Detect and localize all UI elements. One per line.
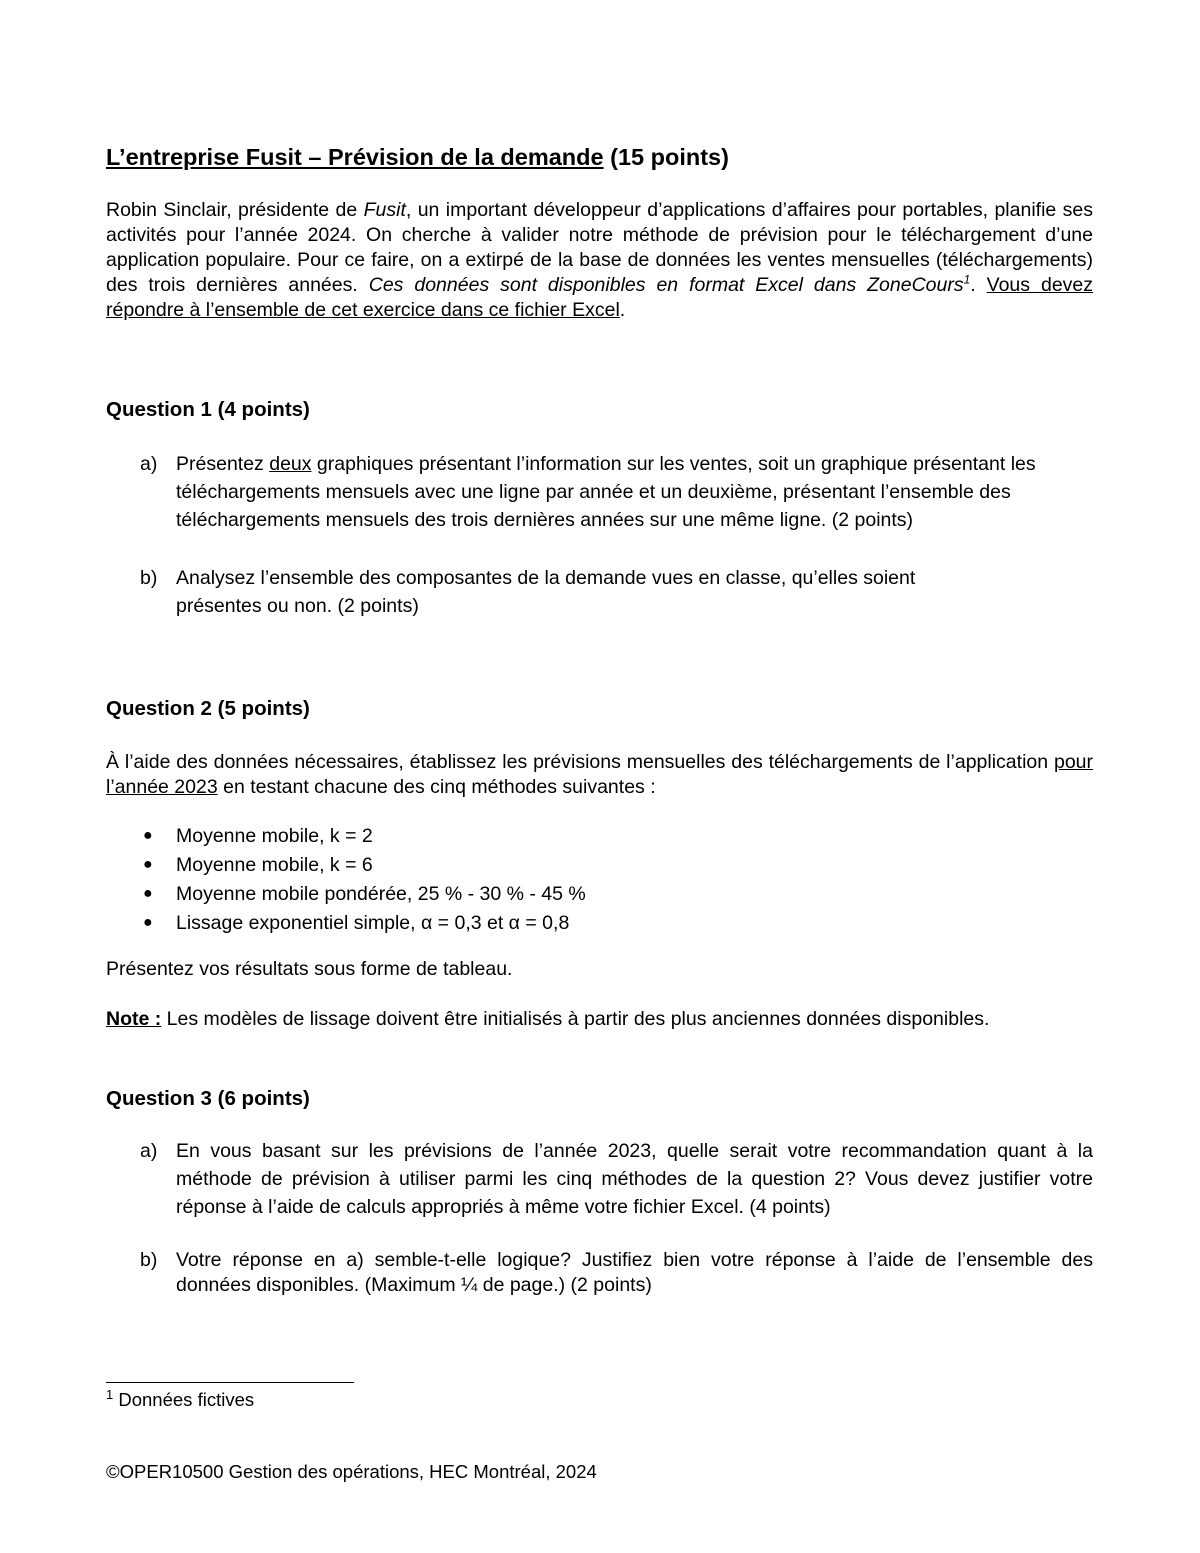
company-name: Fusit	[363, 199, 406, 221]
copyright-footer: ©OPER10500 Gestion des opérations, HEC Montréal, 2024	[106, 1461, 597, 1482]
list-item-text: Moyenne mobile, k = 2	[176, 825, 373, 847]
title-points: (15 points)	[603, 144, 729, 170]
bullet-icon: ●	[143, 827, 153, 844]
bullet-icon: ●	[143, 885, 153, 902]
q1a-pre: Présentez	[176, 453, 270, 475]
question-1-heading: Question 1 (4 points)	[106, 398, 310, 421]
item-label: a)	[140, 453, 158, 475]
question-3a	[140, 1137, 1093, 1221]
question-1a	[140, 450, 1093, 534]
list-item-text: Moyenne mobile pondérée, 25 % - 30 % - 45 %	[176, 883, 586, 905]
q1a-post: graphiques présentant l’information sur les ventes, soit un graphique présentant les téléchargements mensuels avec une ligne par année et un deuxième, présentant l’ensemble des téléchargements mensuels des trois dernières années sur une même ligne. (2 points)	[176, 453, 1036, 531]
question-1b	[140, 564, 1093, 620]
q2-pre: À l’aide des données nécessaires, établissez les prévisions mensuelles des téléchargements de l’application	[106, 751, 1054, 773]
question-2-paragraph	[106, 750, 1093, 800]
results-instruction: Présentez vos résultats sous forme de tableau.	[106, 958, 513, 980]
bullet-icon: ●	[143, 856, 153, 873]
intro-text-1: Robin Sinclair, présidente de	[106, 199, 364, 221]
list-item	[140, 880, 1093, 909]
title-main: L’entreprise Fusit – Prévision de la demande	[106, 144, 604, 170]
intro-dot: .	[970, 274, 987, 296]
note-paragraph	[106, 1007, 1093, 1032]
footnote-mark: 1	[106, 1386, 114, 1402]
q2-post: en testant chacune des cinq méthodes suivantes :	[217, 776, 656, 798]
item-label: b)	[140, 567, 158, 589]
intro-underlined-text: Vous devez répondre à l’ensemble de cet exercice dans ce fichier Excel	[106, 274, 1094, 321]
list-item	[140, 851, 1093, 880]
intro-italic-text: Ces données sont disponibles en format Excel dans ZoneCours	[368, 274, 964, 296]
intro-end: .	[619, 299, 626, 321]
q1b-line-1: Analysez l’ensemble des composantes de la demande vues en classe, qu’elles soient	[176, 567, 916, 589]
footnote-text: Données fictives	[113, 1389, 255, 1410]
q1b-line-2: présentes ou non. (2 points)	[176, 595, 419, 617]
item-label: b)	[140, 1249, 158, 1271]
list-item	[140, 822, 1093, 851]
list-item-text: Moyenne mobile, k = 6	[176, 854, 373, 876]
footnote-separator	[106, 1382, 354, 1383]
item-label: a)	[140, 1140, 158, 1162]
methods-list	[140, 822, 1093, 938]
question-3b	[140, 1248, 1093, 1298]
intro-paragraph	[106, 198, 1093, 323]
footnote-reference: 1	[963, 272, 971, 287]
question-1b-text	[176, 564, 1093, 620]
question-1a-text	[176, 450, 1093, 534]
footnote	[106, 1388, 254, 1412]
list-item	[140, 909, 1093, 938]
q1a-underline: deux	[269, 453, 312, 475]
question-2-heading: Question 2 (5 points)	[106, 697, 310, 720]
question-3b-text: Votre réponse en a) semble-t-elle logique? Justifiez bien votre réponse à l’aide de l’ensemble des données disponibles. (Maximum ¼ de page.) (2 points)	[176, 1249, 1093, 1296]
document-title	[106, 142, 1093, 172]
note-text: Les modèles de lissage doivent être initialisés à partir des plus anciennes données disponibles.	[161, 1008, 990, 1030]
note-label: Note :	[106, 1008, 162, 1030]
bullet-icon: ●	[143, 914, 153, 931]
intro-text-2: , un important développeur d’applications d’affaires pour portables, planifie ses activités pour l’année 2024. On cherche à valider notre méthode de prévision pour le téléchargement d’une application populaire. Pour ce faire, on a extirpé de la base de données les ventes mensuelles (téléchargements) des trois dernières années.	[106, 199, 1093, 296]
question-3a-text: En vous basant sur les prévisions de l’année 2023, quelle serait votre recommandation quant à la méthode de prévision à utiliser parmi les cinq méthodes de la question 2? Vous devez justifier votre réponse à l’aide de calculs appropriés à même votre fichier Excel. (4 points)	[176, 1140, 1093, 1218]
list-item-text: Lissage exponentiel simple, α = 0,3 et α = 0,8	[176, 912, 570, 934]
q2-underline: pour l’année 2023	[106, 751, 1093, 798]
question-3-heading: Question 3 (6 points)	[106, 1087, 310, 1110]
